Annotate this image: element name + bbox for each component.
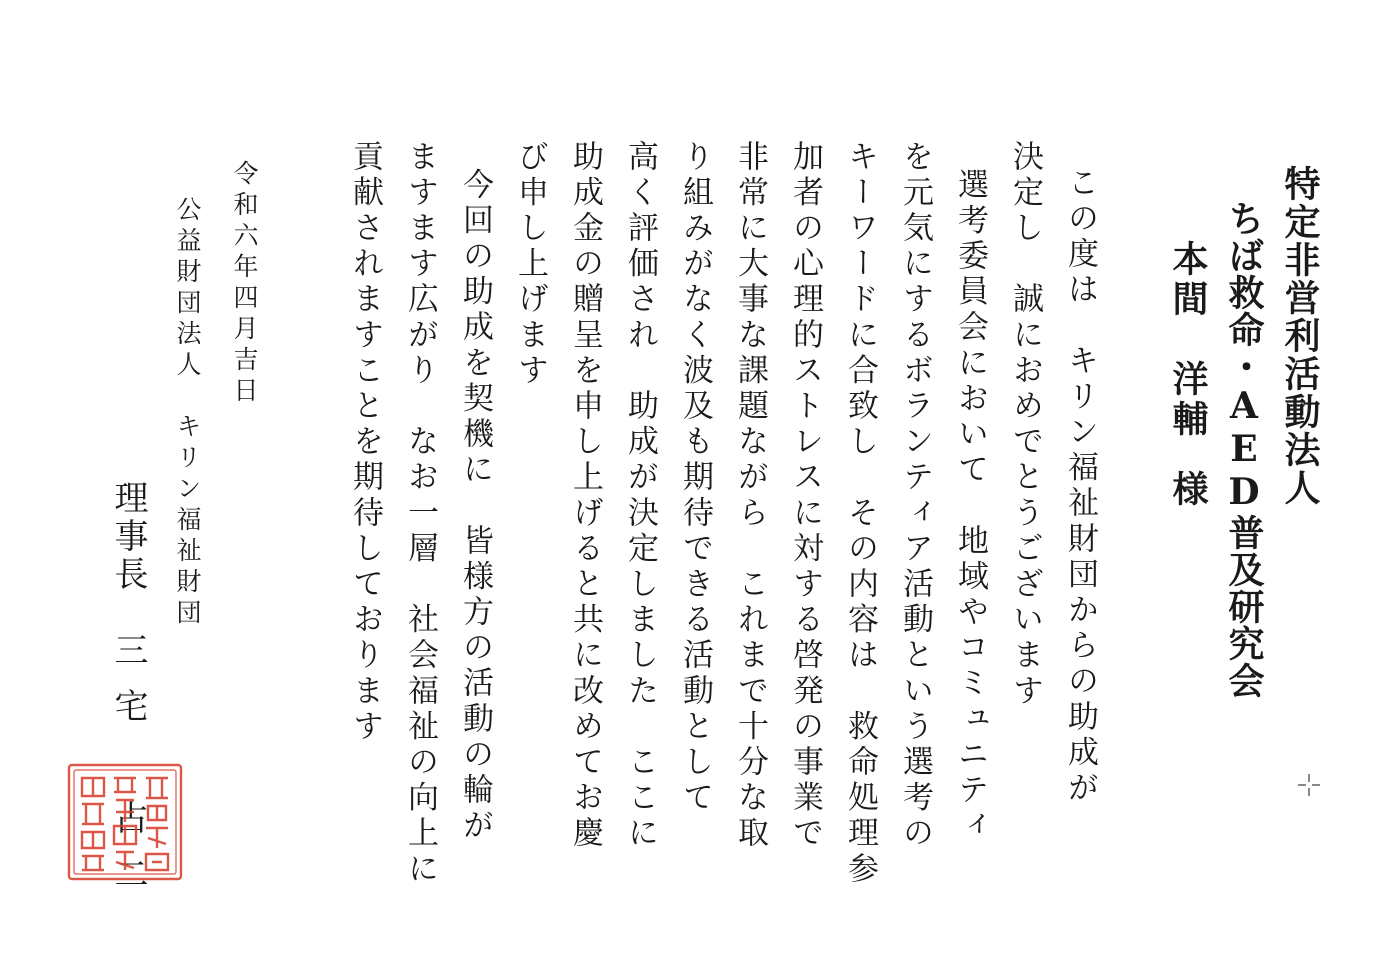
body-line: 今回の助成を契機に 皆様方の活動の輪が	[457, 168, 493, 845]
body-line: 決定し 誠におめでとうございます	[1007, 140, 1043, 710]
body-line: 高く評価され 助成が決定しました ここに	[622, 140, 658, 852]
body-line: 貢献されますことを期待しております	[347, 140, 383, 746]
signatory-title: 理事長	[108, 480, 148, 594]
body-line: 非常に大事な課題ながら これまで十分な取	[732, 140, 768, 852]
body-line: キーワードに合致し その内容は 救命処理参	[842, 140, 878, 888]
signatory-name: 三宅 占二	[108, 632, 148, 912]
body-line: ますます広がり なお一層 社会福祉の向上に	[402, 140, 438, 888]
official-seal-stamp	[66, 762, 184, 882]
body-line: 助成金の贈呈を申し上げると共に改めてお慶	[567, 140, 603, 852]
crosshair-mark-icon	[1296, 772, 1322, 798]
body-line: 加者の心理的ストレスに対する啓発の事業で	[787, 140, 823, 852]
issuer-foundation: 公益財団法人 キリン福祉財団	[173, 196, 202, 630]
recipient-person-name: 本間 洋輔	[1167, 240, 1209, 440]
body-line: び申し上げます	[512, 140, 548, 390]
recipient-group-name: ちば救命・AED普及研究会	[1223, 200, 1265, 699]
recipient-organization-type: 特定非営利活動法人	[1279, 165, 1321, 507]
body-line: 選考委員会において 地域やコミュニティ	[952, 168, 988, 845]
body-line: この度は キリン福祉財団からの助成が	[1062, 166, 1098, 807]
recipient-honorific: 様	[1167, 470, 1209, 506]
issue-date: 令和六年四月吉日	[230, 160, 259, 408]
body-line: を元気にするボランティア活動という選考の	[897, 140, 933, 852]
body-line: り組みがなく波及も期待できる活動として	[677, 140, 713, 817]
